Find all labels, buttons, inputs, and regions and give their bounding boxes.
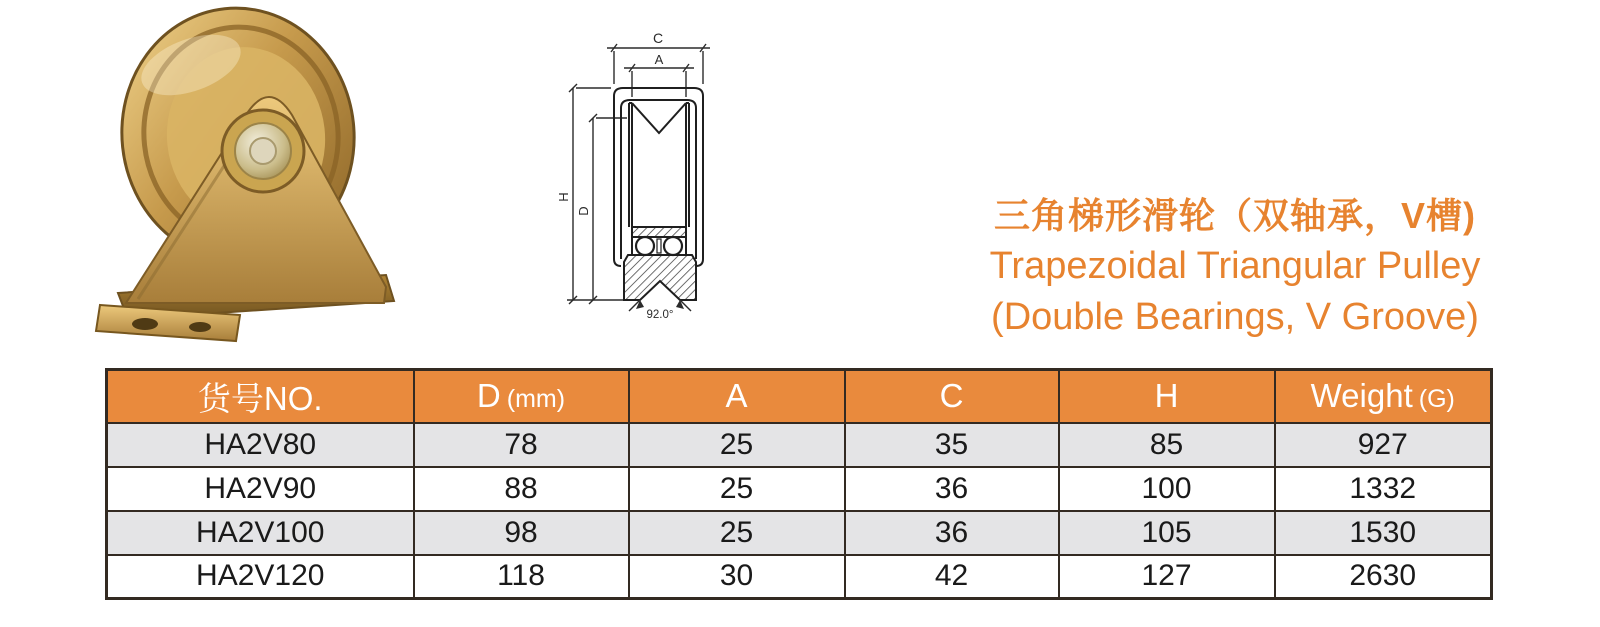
header-row (107, 370, 1492, 423)
table-cell: 35 (845, 423, 1059, 467)
table-cell: 25 (629, 423, 845, 467)
table-row (107, 423, 1492, 467)
table-cell: HA2V120 (107, 555, 414, 599)
table-cell: HA2V100 (107, 511, 414, 555)
product-title-chinese: 三角梯形滑轮（双轴承，V槽) (993, 195, 1476, 236)
table-cell: 25 (629, 467, 845, 511)
product-title-english-line1: Trapezoidal Triangular Pulley (989, 245, 1481, 287)
table-cell: 42 (845, 555, 1059, 599)
table-cell: 85 (1059, 423, 1275, 467)
table-row (107, 555, 1492, 599)
dim-label-c: C (652, 30, 664, 46)
column-header-item-no: 货号NO. (107, 370, 414, 423)
product-title (985, 191, 1485, 343)
product-photo (88, 3, 408, 343)
table-cell: 1530 (1275, 511, 1492, 555)
table-cell: 1332 (1275, 467, 1492, 511)
table-cell: 25 (629, 511, 845, 555)
table-cell: HA2V80 (107, 423, 414, 467)
dim-label-h: H (556, 192, 571, 202)
table-cell: 100 (1059, 467, 1275, 511)
dim-label-d: D (576, 206, 591, 216)
column-header-c: C (845, 370, 1059, 423)
dim-label-a: A (654, 52, 664, 67)
table-cell: HA2V90 (107, 467, 414, 511)
column-header-a: A (629, 370, 845, 423)
column-header-h: H (1059, 370, 1275, 423)
pulley-axle-bolt (222, 110, 304, 192)
table-cell: 127 (1059, 555, 1275, 599)
table-cell: 30 (629, 555, 845, 599)
spec-table-body (107, 423, 1492, 599)
product-title-english-line2: (Double Bearings, V Groove) (991, 296, 1479, 338)
table-cell: 88 (414, 467, 629, 511)
table-cell: 118 (414, 555, 629, 599)
table-cell: 78 (414, 423, 629, 467)
table-cell: 927 (1275, 423, 1492, 467)
table-cell: 98 (414, 511, 629, 555)
table-cell: 2630 (1275, 555, 1492, 599)
technical-drawing (545, 15, 765, 330)
table-row (107, 511, 1492, 555)
column-header-d: D (mm) (414, 370, 629, 423)
column-header-weight: Weight (G) (1275, 370, 1492, 423)
groove-angle-label: 92.0° (646, 309, 674, 321)
table-cell: 105 (1059, 511, 1275, 555)
table-row (107, 467, 1492, 511)
spec-table (105, 368, 1493, 600)
spec-table-header (107, 370, 1492, 423)
table-cell: 36 (845, 467, 1059, 511)
table-cell: 36 (845, 511, 1059, 555)
